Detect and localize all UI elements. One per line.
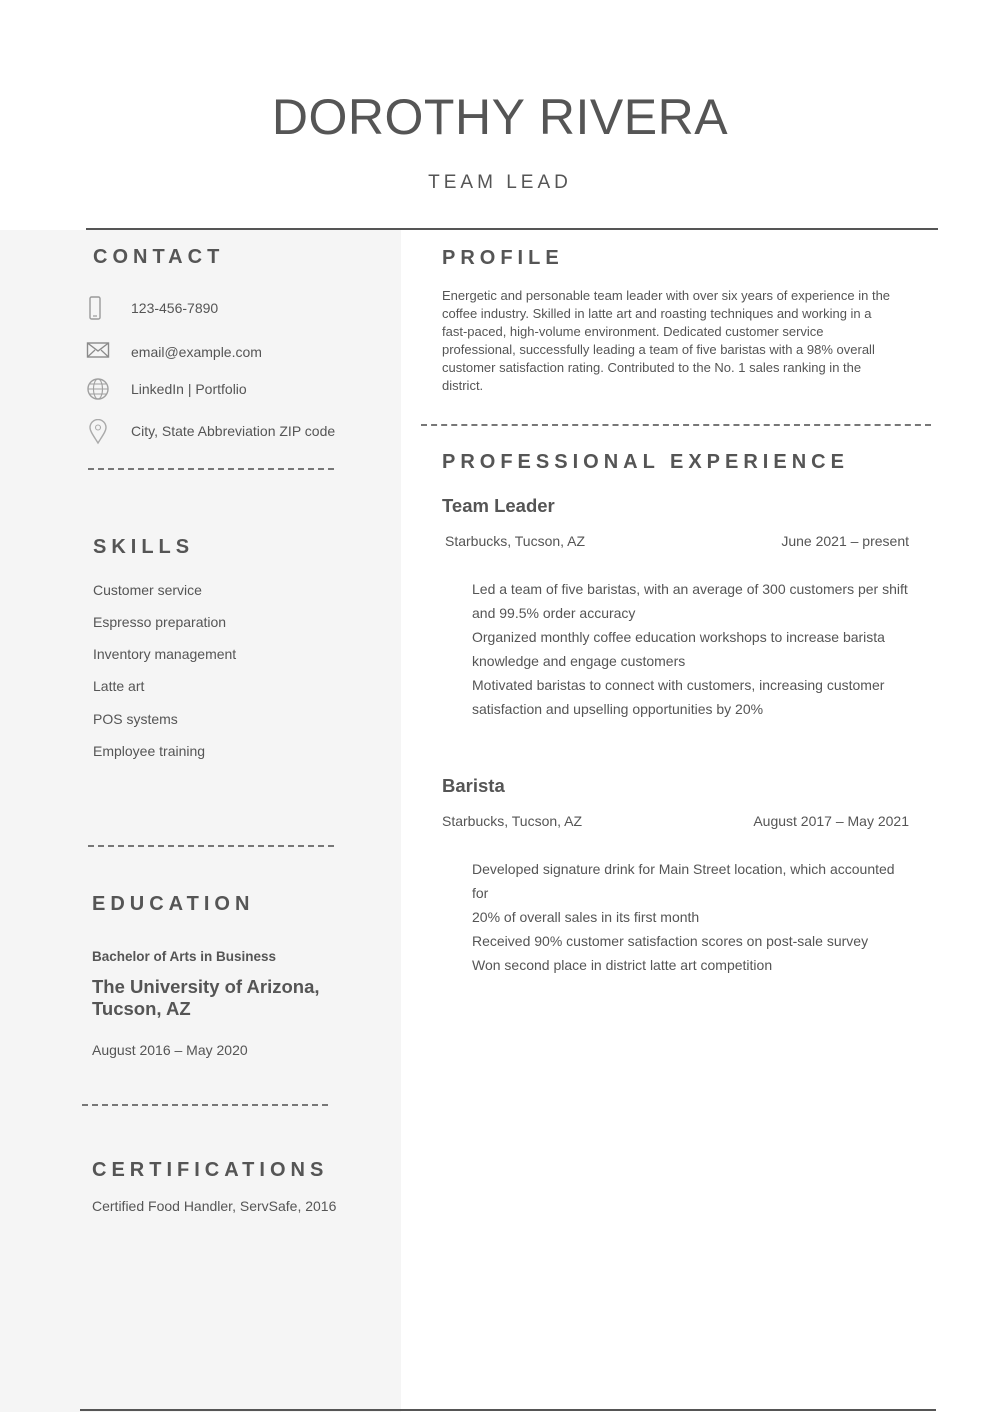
contact-divider	[88, 468, 334, 470]
job-company: Starbucks, Tucson, AZ	[445, 533, 586, 549]
footer-divider	[80, 1409, 936, 1411]
address-text: City, State Abbreviation ZIP code	[131, 423, 336, 439]
skill-item: Espresso preparation	[93, 614, 227, 630]
bullet-line: Developed signature drink for Main Street location, which accounted for	[472, 861, 895, 901]
bullet-line: Organized monthly coffee education workshops to increase barista	[472, 629, 885, 645]
bullet-line: 20% of overall sales in its first month	[472, 909, 700, 925]
education-school	[92, 976, 320, 1020]
skill-item: POS systems	[93, 711, 178, 727]
profile-line: fast-paced, high-volume environment. Dedicated customer service	[442, 323, 824, 339]
resume-name: DOROTHY RIVERA	[271, 89, 729, 145]
envelope-icon	[86, 340, 110, 364]
certifications-heading: CERTIFICATIONS	[92, 1159, 329, 1181]
profile-line: customer satisfaction rating. Contributed to the No. 1 sales ranking in the	[442, 359, 862, 375]
phone-icon	[86, 296, 110, 320]
education-heading: EDUCATION	[92, 893, 255, 915]
school-line: Tucson, AZ	[92, 998, 191, 1019]
skills-heading: SKILLS	[93, 536, 195, 558]
contact-address	[86, 419, 386, 445]
profile-heading: PROFILE	[442, 247, 564, 269]
job-title: Team Leader	[442, 495, 555, 516]
bullet-line: Motivated baristas to connect with customers, increasing customer	[472, 677, 885, 693]
job-dates: August 2017 – May 2021	[753, 813, 909, 829]
school-line: The University of Arizona,	[92, 976, 320, 997]
education-dates: August 2016 – May 2020	[92, 1042, 248, 1058]
skill-item: Inventory management	[93, 646, 237, 662]
contact-heading: CONTACT	[93, 246, 225, 268]
profile-text	[442, 287, 922, 394]
links-text: LinkedIn | Portfolio	[131, 381, 247, 397]
education-degree: Bachelor of Arts in Business	[92, 949, 277, 964]
bullet-line: knowledge and engage customers	[472, 653, 686, 669]
phone-text: 123-456-7890	[131, 300, 219, 316]
contact-phone	[86, 296, 386, 322]
map-pin-icon	[86, 419, 110, 443]
profile-line: coffee industry. Skilled in latte art and roasting techniques and working in a	[442, 305, 872, 321]
contact-links	[86, 377, 386, 403]
profile-line: district.	[442, 377, 484, 393]
bullet-line: Won second place in district latte art competition	[472, 957, 773, 973]
education-divider	[82, 1104, 328, 1106]
certification-item: Certified Food Handler, ServSafe, 2016	[92, 1198, 337, 1214]
job-bullets	[472, 577, 912, 721]
experience-heading: PROFESSIONAL EXPERIENCE	[442, 451, 849, 473]
job-company: Starbucks, Tucson, AZ	[442, 813, 583, 829]
profile-line: Energetic and personable team leader with over six years of experience in the	[442, 288, 891, 303]
bullet-line: and 99.5% order accuracy	[472, 605, 636, 621]
skills-divider	[88, 845, 334, 847]
globe-icon	[86, 377, 110, 401]
profile-line: professional, successfully leading a team of five baristas with a 98% overall	[442, 341, 875, 357]
job-dates: June 2021 – present	[781, 533, 909, 549]
bullet-line: satisfaction and upselling opportunities by 20%	[472, 701, 764, 717]
profile-divider	[421, 424, 931, 426]
bullet-line: Received 90% customer satisfaction scores on post-sale survey	[472, 933, 869, 949]
sidebar	[0, 230, 401, 1412]
job-bullets	[472, 857, 912, 977]
email-text: email@example.com	[131, 344, 262, 360]
bullet-line: Led a team of five baristas, with an average of 300 customers per shift	[472, 581, 908, 597]
job-title: Barista	[442, 775, 505, 796]
skill-item: Customer service	[93, 582, 202, 598]
contact-email	[86, 340, 386, 366]
skill-item: Latte art	[93, 678, 145, 694]
skill-item: Employee training	[93, 743, 206, 759]
resume-role: TEAM LEAD	[428, 172, 572, 193]
